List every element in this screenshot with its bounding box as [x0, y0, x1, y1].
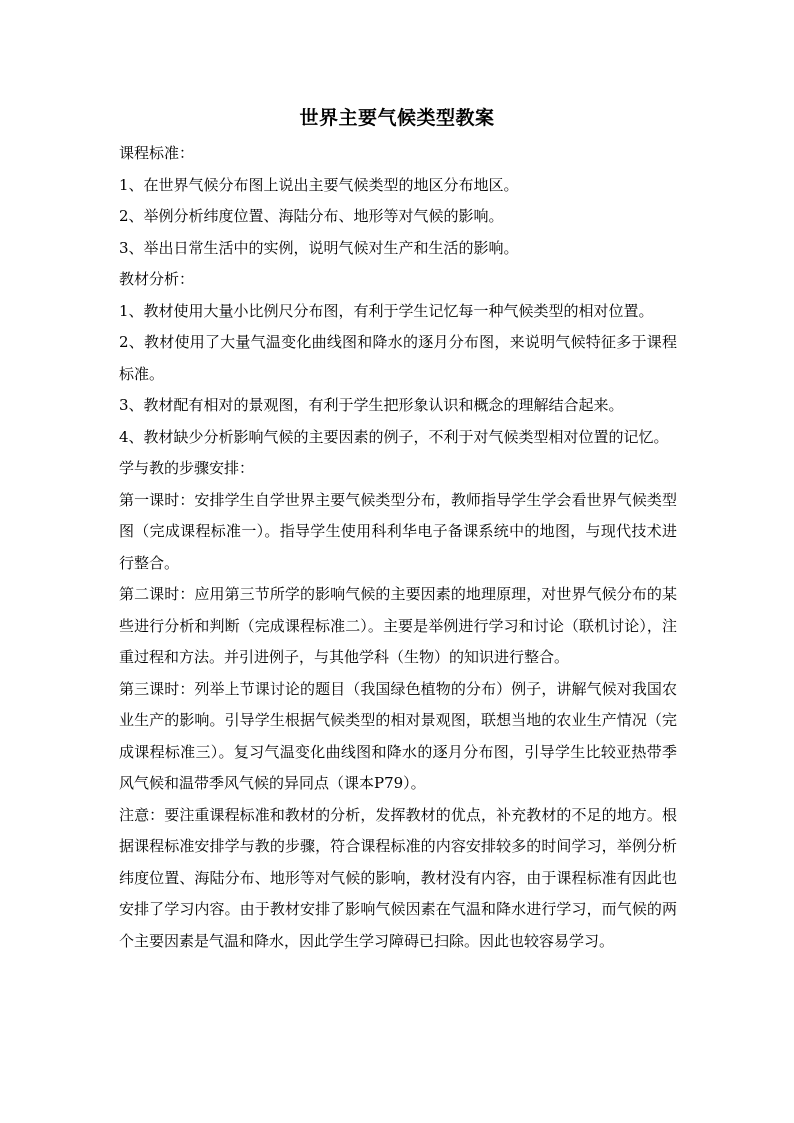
lesson-text: 安排学生自学世界主要气候类型分布，教师指导学生学会看世界气候类型图（完成课程标准一）。指导学生使用科利华电子备课系统中的地图，与现代技术进行整合。	[119, 490, 677, 572]
list-item: 1、教材使用大量小比例尺分布图，有利于学生记忆每一种气候类型的相对位置。	[119, 301, 654, 320]
lesson-label: 第二课时：	[119, 585, 195, 603]
section-heading: 学与教的步骤安排：	[119, 459, 255, 477]
section-heading: 教材分析：	[119, 270, 195, 288]
list-item: 1、在世界气候分布图上说出主要气候类型的地区分布地区。	[119, 175, 519, 194]
document-body	[119, 138, 677, 957]
lesson-paragraph	[119, 485, 677, 580]
lesson-label: 第三课时：	[119, 679, 195, 698]
note-text: 要注重课程标准和教材的分析，发挥教材的优点，补充教材的不足的地方。根据课程标准安排学与教的步骤，符合课程标准的内容安排较多的时间学习，举例分析纬度位置、海陆分布、地形等对气候的影响，教材没有内容，由于课程标准有因此也安排了学习内容。由于教材安排了影响气候因素在气温和降水进行学习，而气候的两个主要因素是气温和降水，因此学生学习障碍已扫除。因此也较容易学习。	[119, 805, 677, 950]
lesson-paragraph	[119, 579, 677, 674]
lesson-label: 第一课时：	[119, 490, 195, 509]
list-item: 4、教材缺少分析影响气候的主要因素的例子，不利于对气候类型相对位置的记忆。	[119, 427, 669, 446]
section-heading: 课程标准：	[119, 144, 195, 162]
list-item: 3、举出日常生活中的实例，说明气候对生产和生活的影响。	[119, 238, 519, 257]
lesson-text: 列举上节课讨论的题目（我国绿色植物的分布）例子，讲解气候对我国农业生产的影响。引导学生根据气候类型的相对景观图，联想当地的农业生产情况（完成课程标准三）。复习气温变化曲线图和降水的逐月分布图，引导学生比较亚热带季风气候和温带季风气候的异同点（课本P79）。	[119, 679, 677, 792]
lesson-text: 应用第三节所学的影响气候的主要因素的地理原理，对世界气候分布的某些进行分析和判断（完成课程标准二）。主要是举例进行学习和讨论（联机讨论），注重过程和方法。并引进例子，与其他学科（生物）的知识进行整合。	[119, 585, 677, 666]
lesson-paragraph	[119, 674, 677, 800]
note-paragraph	[119, 800, 677, 958]
document-title: 世界主要气候类型教案	[299, 107, 495, 129]
note-label: 注意：	[119, 805, 165, 824]
list-item: 3、教材配有相对的景观图，有利于学生把形象认识和概念的理解结合起来。	[119, 396, 624, 414]
list-item: 2、教材使用了大量气温变化曲线图和降水的逐月分布图，来说明气候特征多于课程标准。	[119, 333, 677, 383]
list-item: 2、举例分析纬度位置、海陆分布、地形等对气候的影响。	[119, 207, 504, 225]
